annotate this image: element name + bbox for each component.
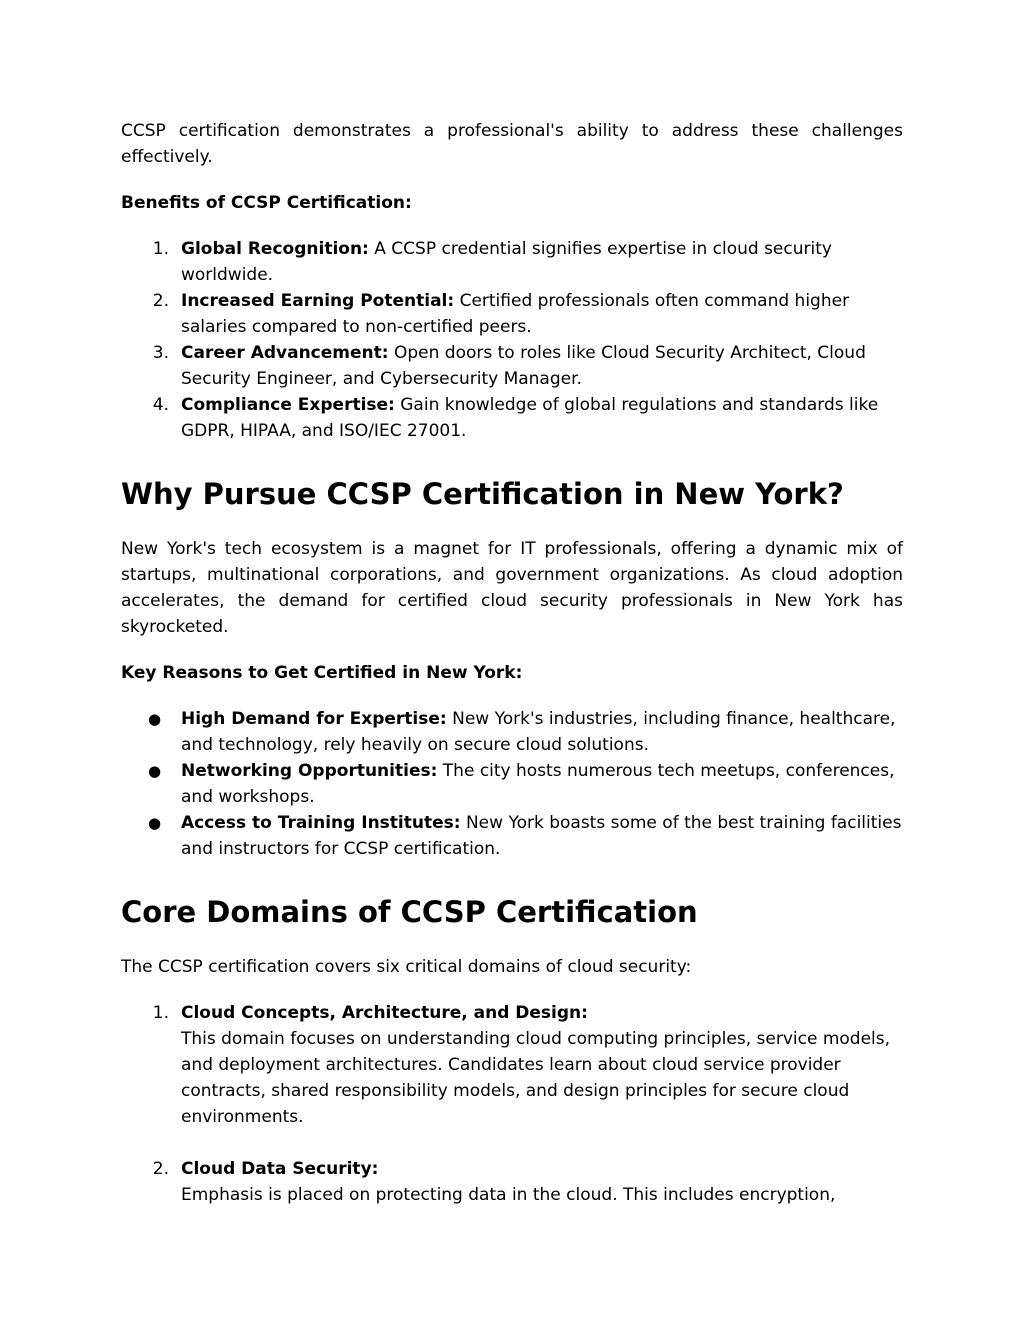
list-number: 1.: [152, 1003, 169, 1023]
item-title: Access to Training Institutes:: [181, 813, 461, 833]
item-title: Career Advancement:: [181, 343, 389, 363]
item-text: Open doors to roles like Cloud Security Architect, Cloud Security Engineer, and Cybersecurity Manager.: [181, 343, 866, 389]
item-title: Global Recognition:: [181, 239, 369, 259]
item-text: Emphasis is placed on protecting data in the cloud. This includes encryption,: [181, 1185, 836, 1205]
item-text: This domain focuses on understanding cloud computing principles, service models, and deployment architectures. Candidates learn about cloud service provider contracts, shared responsibility models, and design principles for secure cloud environments.: [181, 1029, 891, 1127]
item-title: Cloud Data Security:: [181, 1159, 379, 1179]
list-number: 2.: [152, 1159, 169, 1179]
item-title: High Demand for Expertise:: [181, 709, 447, 729]
item-text: New York's industries, including finance, healthcare, and technology, rely heavily on secure cloud solutions.: [181, 709, 896, 755]
key-reasons-heading: Key Reasons to Get Certified in New York:: [121, 663, 523, 683]
list-number: 3.: [152, 343, 169, 363]
list-item: [121, 810, 903, 862]
list-number: 4.: [152, 395, 169, 415]
item-title: Cloud Concepts, Architecture, and Design:: [181, 1003, 588, 1023]
item-text: Gain knowledge of global regulations and standards like GDPR, HIPAA, and ISO/IEC 27001.: [181, 395, 879, 441]
domains-heading: Core Domains of CCSP Certification: [121, 895, 698, 929]
intro-paragraph: CCSP certification demonstrates a professional's ability to address these challenges effectively.: [121, 121, 903, 167]
item-text: Certified professionals often command higher salaries compared to non-certified peers.: [181, 291, 850, 337]
reasons-list: [121, 706, 903, 862]
list-item: [121, 236, 903, 288]
why-heading: Why Pursue CCSP Certification in New York?: [121, 477, 844, 511]
item-title: Increased Earning Potential:: [181, 291, 455, 311]
bullet-icon: ●: [148, 762, 162, 780]
benefits-heading: Benefits of CCSP Certification:: [121, 193, 412, 213]
item-text: A CCSP credential signifies expertise in cloud security worldwide.: [181, 239, 832, 285]
item-text: New York boasts some of the best training facilities and instructors for CCSP certification.: [181, 813, 902, 859]
list-item: [121, 340, 903, 392]
why-paragraph: New York's tech ecosystem is a magnet for IT professionals, offering a dynamic mix of startups, multinational corporations, and government organizations. As cloud adoption accelerates, the demand for certified cloud security professionals in New York has skyrocketed.: [121, 539, 903, 637]
item-text: The city hosts numerous tech meetups, conferences, and workshops.: [181, 761, 895, 807]
benefits-list: [121, 236, 903, 444]
list-number: 2.: [152, 291, 169, 311]
bullet-icon: ●: [148, 814, 162, 832]
list-number: 1.: [152, 239, 169, 259]
domains-intro: The CCSP certification covers six critical domains of cloud security:: [121, 957, 692, 977]
bullet-icon: ●: [148, 710, 162, 728]
domains-list: [121, 1000, 903, 1208]
list-item: [121, 1156, 903, 1208]
list-item: [121, 288, 903, 340]
list-item: [121, 1000, 903, 1130]
list-item: [121, 758, 903, 810]
document-page: [121, 118, 903, 1208]
list-item: [121, 392, 903, 444]
item-title: Networking Opportunities:: [181, 761, 438, 781]
item-title: Compliance Expertise:: [181, 395, 395, 415]
list-item: [121, 706, 903, 758]
